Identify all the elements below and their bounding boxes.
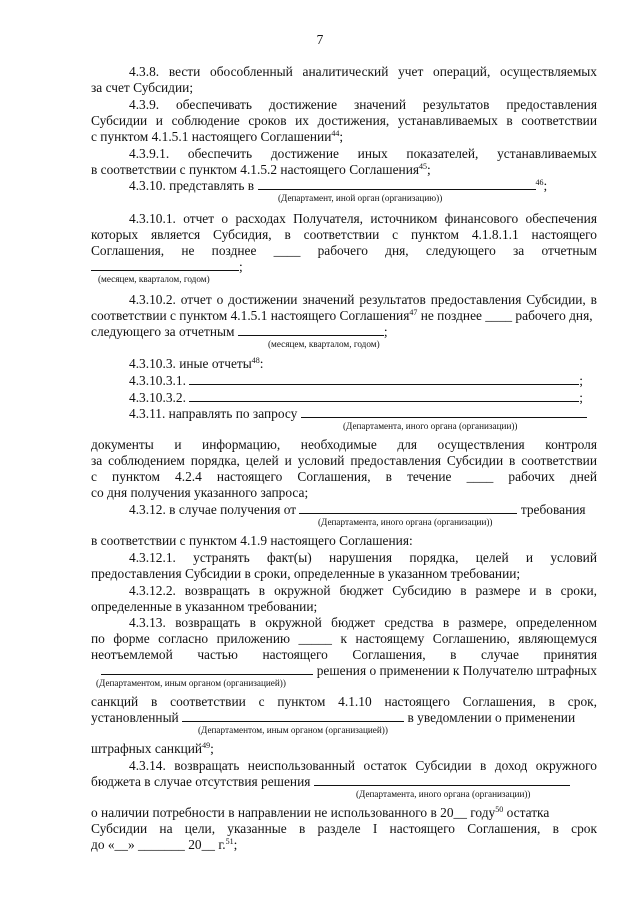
caption-department: (Департамента, иного органа (организации))	[343, 421, 518, 431]
clause-4-3-9-line-1: 4.3.9. обеспечивать достижение значений результатов предоставления	[129, 97, 597, 112]
clause-4-3-8-line-2: за счет Субсидии;	[91, 80, 194, 95]
caption-department: (Департаментом, иным органом (организацией))	[198, 725, 388, 735]
fill-in-blank	[314, 774, 570, 786]
clause-4-3-10-2-line-3: следующего за отчетным ;	[91, 324, 388, 339]
fill-in-blank	[189, 390, 579, 402]
clause-4-3-11-line-2: документы и информацию, необходимые для осуществления контроля	[91, 437, 597, 452]
clause-4-3-10-3-line-1: 4.3.10.3. иные отчеты$^{48}$:	[129, 356, 264, 371]
footnote-ref-50: 50	[495, 805, 504, 814]
clause-4-3-10-2-line-2: соответствии с пунктом 4.1.5.1 настоящего Соглашения$^{47}$ не позднее ____ рабочего дня,	[91, 308, 593, 323]
clause-4-3-11-line-3: за соблюдением порядка, целей и условий предоставления Субсидии в соответствии	[91, 453, 597, 468]
footnote-ref-45: 45	[419, 162, 428, 171]
clause-4-3-12-1-line-1: 4.3.12.1. устранять факт(ы) нарушения порядка, целей и условий	[129, 550, 597, 565]
clause-4-3-12-2-line-1: 4.3.12.2. возвращать в окружной бюджет Субсидию в размере и в сроки,	[129, 583, 597, 598]
clause-4-3-13-line-4: решения о применении к Получателю штрафных	[91, 663, 597, 679]
clause-4-3-13-line-7: штрафных санкций$^{49}$;	[91, 741, 214, 756]
page-number: 7	[316, 32, 324, 47]
clause-4-3-11-line-1: 4.3.11. направлять по запросу	[129, 406, 597, 422]
fill-in-blank	[301, 406, 587, 418]
fill-in-blank	[258, 178, 536, 190]
clause-4-3-10-3-2-line: 4.3.10.3.2. ;	[129, 390, 584, 405]
caption-period: (месяцем, кварталом, годом)	[98, 274, 210, 284]
clause-4-3-12-1-line-2: предоставления Субсидии в сроки, определенные в указанном требовании;	[91, 566, 521, 581]
clause-4-3-14-line-2: бюджета в случае отсутствия решения	[91, 774, 597, 790]
clause-4-3-14-line-4: Субсидии на цели, указанные в разделе I настоящего Соглашения, в срок	[91, 821, 597, 836]
caption-department: (Департамент, иной орган (организацию))	[278, 193, 443, 203]
footnote-ref-47: 47	[409, 308, 418, 317]
clause-4-3-9-1-line-2: в соответствии с пунктом 4.1.5.2 настоящего Соглашения$^{45}$;	[91, 162, 431, 177]
fill-in-blank	[238, 324, 384, 336]
clause-4-3-13-line-5: санкций в соответствии с пунктом 4.1.10 настоящего Соглашения, в срок,	[91, 694, 597, 709]
clause-4-3-12-line-1: 4.3.12. в случае получения от требования	[129, 502, 586, 517]
clause-4-3-10-1-line-2: которых является Субсидия, в соответствии с пунктом 4.1.8.1.1 настоящего	[91, 227, 597, 242]
footnote-ref-48: 48	[251, 356, 260, 365]
fill-in-blank	[182, 710, 404, 722]
caption-department: (Департаментом, иным органом (организацией))	[96, 678, 286, 688]
clause-4-3-14-line-3: о наличии потребности в направлении не использованного в 20__ году$^{50}$ остатка	[91, 805, 550, 820]
clause-4-3-12-2-line-2: определенные в указанном требовании;	[91, 599, 318, 614]
fill-in-blank	[101, 663, 313, 675]
clause-4-3-10-1-line-1: 4.3.10.1. отчет о расходах Получателя, источником финансового обеспечения	[129, 211, 597, 226]
footnote-ref-46: 46	[535, 178, 544, 187]
footnote-ref-44: 44	[331, 129, 340, 138]
clause-4-3-13-line-6: установленный в уведомлении о применении	[91, 710, 576, 725]
clause-4-3-10-line-1: 4.3.10. представлять в $^{46}$;	[129, 178, 548, 193]
fill-in-blank	[91, 259, 239, 271]
caption-department: (Департамента, иного органа (организации))	[318, 517, 493, 527]
clause-4-3-12-line-2: в соответствии с пунктом 4.1.9 настоящего Соглашения:	[91, 533, 413, 548]
footnote-ref-51: 51	[225, 837, 234, 846]
clause-4-3-13-line-3: неотъемлемой частью настоящего Соглашения, в случае принятия	[91, 647, 597, 662]
caption-period: (месяцем, кварталом, годом)	[268, 339, 380, 349]
clause-4-3-10-3-1-line: 4.3.10.3.1. ;	[129, 373, 584, 388]
clause-4-3-10-1-line-3: Соглашения, не позднее ____ рабочего дня, следующего за отчетным	[91, 243, 597, 258]
clause-4-3-13-line-2: по форме согласно приложению _____ к настоящему Соглашению, являющемуся	[91, 631, 597, 646]
footnote-ref-49: 49	[202, 741, 211, 750]
clause-4-3-10-1-line-4: ;	[91, 259, 597, 275]
clause-4-3-8-line-1: 4.3.8. вести обособленный аналитический учет операций, осуществляемых	[129, 64, 597, 79]
clause-4-3-10-2-line-1: 4.3.10.2. отчет о достижении значений результатов предоставления Субсидии, в	[129, 292, 597, 307]
clause-4-3-9-line-3: с пунктом 4.1.5.1 настоящего Соглашении$^{44}$;	[91, 129, 344, 144]
fill-in-blank	[189, 373, 579, 385]
clause-4-3-14-line-1: 4.3.14. возвращать неиспользованный остаток Субсидии в доход окружного	[129, 758, 597, 773]
fill-in-blank	[299, 502, 517, 514]
clause-4-3-13-line-1: 4.3.13. возвращать в окружной бюджет средства в размере, определенном	[129, 615, 597, 630]
clause-4-3-14-line-5: до «__» _______ 20__ г.$^{51}$;	[91, 837, 238, 852]
caption-department: (Департамента, иного органа (организации))	[356, 789, 531, 799]
clause-4-3-11-line-5: со дня получения указанного запроса;	[91, 485, 309, 500]
clause-4-3-9-line-2: Субсидии и соблюдение сроков их достижения, устанавливаемых в соответствии	[91, 113, 597, 128]
clause-4-3-11-line-4: с пунктом 4.2.4 настоящего Соглашения, в течение ____ рабочих дней	[91, 469, 597, 484]
clause-4-3-9-1-line-1: 4.3.9.1. обеспечить достижение иных показателей, устанавливаемых	[129, 146, 597, 161]
